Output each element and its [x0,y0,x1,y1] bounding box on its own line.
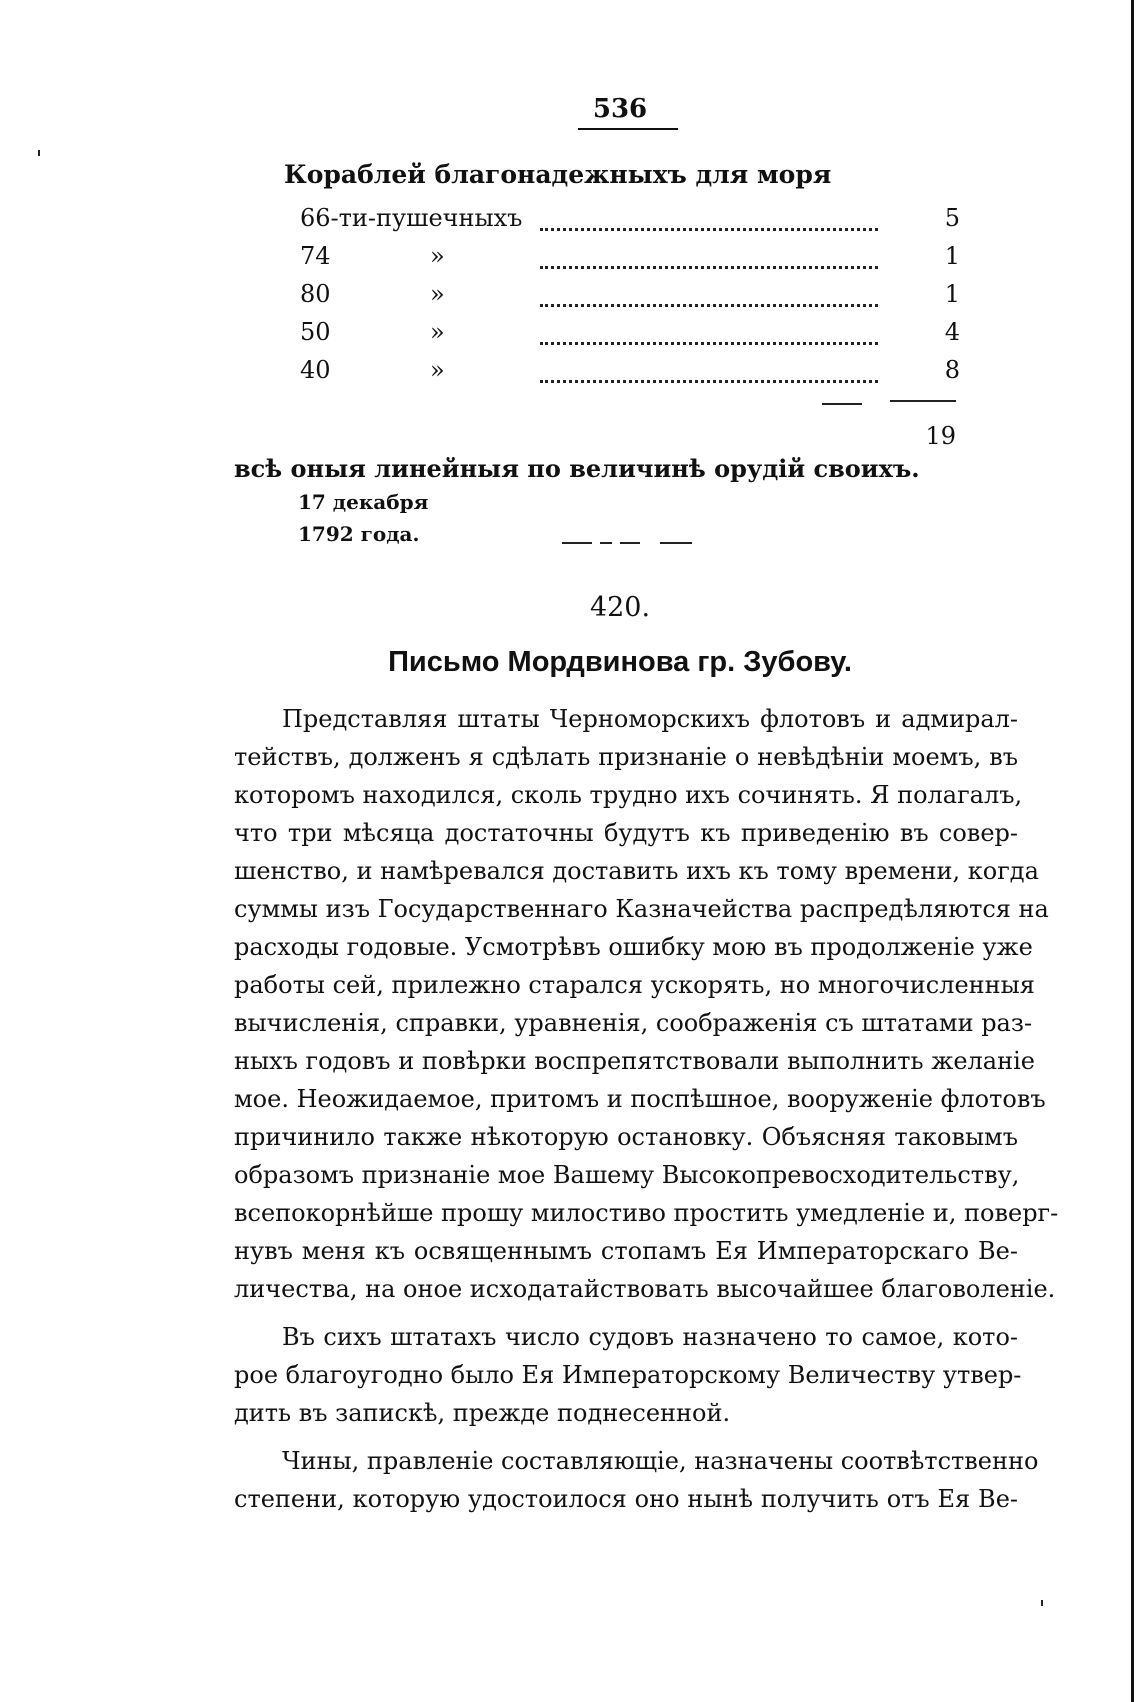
text-line: Чины, правленіе составляющіе, назначены соотвѣтственно [282,1447,1039,1475]
scan-speck [38,150,40,156]
ship-table-row [300,242,960,278]
document-number: 420. [589,592,651,623]
ditto-mark: » [430,356,445,384]
section-divider [660,542,692,544]
page-edge-rule [1131,0,1134,1702]
text-line: суммы изъ Государственнаго Казначейства распредѣляются на [234,895,1049,923]
ditto-mark: » [430,318,445,346]
gun-class: 40 [300,356,331,384]
ditto-mark: » [430,280,445,308]
ship-count: 5 [944,204,960,232]
section-divider [562,542,592,544]
ship-table-title: Кораблей благонадежныхъ для моря [284,160,832,189]
gun-class: 66-ти-пушечныхъ [300,204,523,232]
gun-class: 74 [300,242,331,270]
sum-rule [890,400,956,402]
ship-table-row [300,204,960,240]
text-line: шенство, и намѣревался доставить ихъ къ тому времени, когда [234,857,1039,885]
text-line: мое. Неожидаемое, притомъ и поспѣшное, вооруженіе флотовъ [234,1085,1046,1113]
ship-table-row [300,318,960,354]
date-year: 1792 года. [298,522,420,546]
ship-count: 4 [944,318,960,346]
ship-table-row [300,280,960,316]
text-line: Представляя штаты Черноморскихъ флотовъ и адмирал- [282,705,1018,733]
gun-class: 80 [300,280,331,308]
dot-leader [540,298,878,307]
document-title: Письмо Мордвинова гр. Зубову. [388,646,852,678]
text-line: личества, на оное исходатайствовать высочайшее благоволеніе. [234,1275,1056,1303]
table-conclusion: всѣ оныя линейныя по величинѣ орудій своихъ. [234,454,920,483]
text-line: степени, которую удостоилося оно нынѣ получить отъ Ея Ве- [234,1485,1018,1513]
text-line: Въ сихъ штатахъ число судовъ назначено то самое, кото- [282,1323,1018,1351]
text-line: рое благоугодно было Ея Императорскому Величеству утвер- [234,1361,1022,1389]
text-line: всепокорнѣйше прошу милостиво простить умедленіе и, поверг- [234,1199,1059,1227]
scan-speck [1041,1600,1043,1606]
dot-leader [540,222,878,231]
dot-leader [540,260,878,269]
ship-table-row [300,356,960,392]
text-line: ныхъ годовъ и повѣрки воспрепятствовали выполнить желаніе [234,1047,1035,1075]
ditto-mark: » [430,242,445,270]
dot-leader [540,374,878,383]
text-line: причинило также нѣкоторую остановку. Объясняя таковымъ [234,1123,1018,1151]
text-line: которомъ находился, сколь трудно ихъ сочинять. Я полагалъ, [234,781,1023,809]
text-line: дить въ запискѣ, прежде поднесенной. [234,1399,731,1427]
page-number-underline [578,128,678,130]
text-line: расходы годовые. Усмотрѣвъ ошибку мою въ продолженіе уже [234,933,1033,961]
paragraph-gap [234,1432,1018,1442]
ship-count: 8 [944,356,960,384]
ship-count: 1 [944,280,960,308]
paragraph-gap [234,1308,1018,1318]
text-line: тействъ, долженъ я сдѣлать признаніе о невѣдѣніи моемъ, въ [234,743,1018,771]
ship-count: 1 [944,242,960,270]
section-divider [600,542,612,544]
text-line: работы сей, прилежно старался ускорять, но многочисленныя [234,971,1035,999]
page-number: 536 [592,94,648,124]
letter-body [234,700,1059,1518]
sum-rule [822,403,862,405]
section-divider [620,542,640,544]
date-day: 17 декабря [298,490,429,514]
dot-leader [540,336,878,345]
text-line: образомъ признаніе мое Вашему Высокопревосходительству, [234,1161,1020,1189]
text-line: вычисленія, справки, уравненія, соображенія съ штатами раз- [234,1009,1033,1037]
gun-class: 50 [300,318,331,346]
text-line: нувъ меня къ освященнымъ стопамъ Ея Императорскаго Ве- [234,1237,1018,1265]
text-line: что три мѣсяца достаточны будутъ къ приведенію въ совер- [234,819,1018,847]
ship-total: 19 [925,422,956,450]
